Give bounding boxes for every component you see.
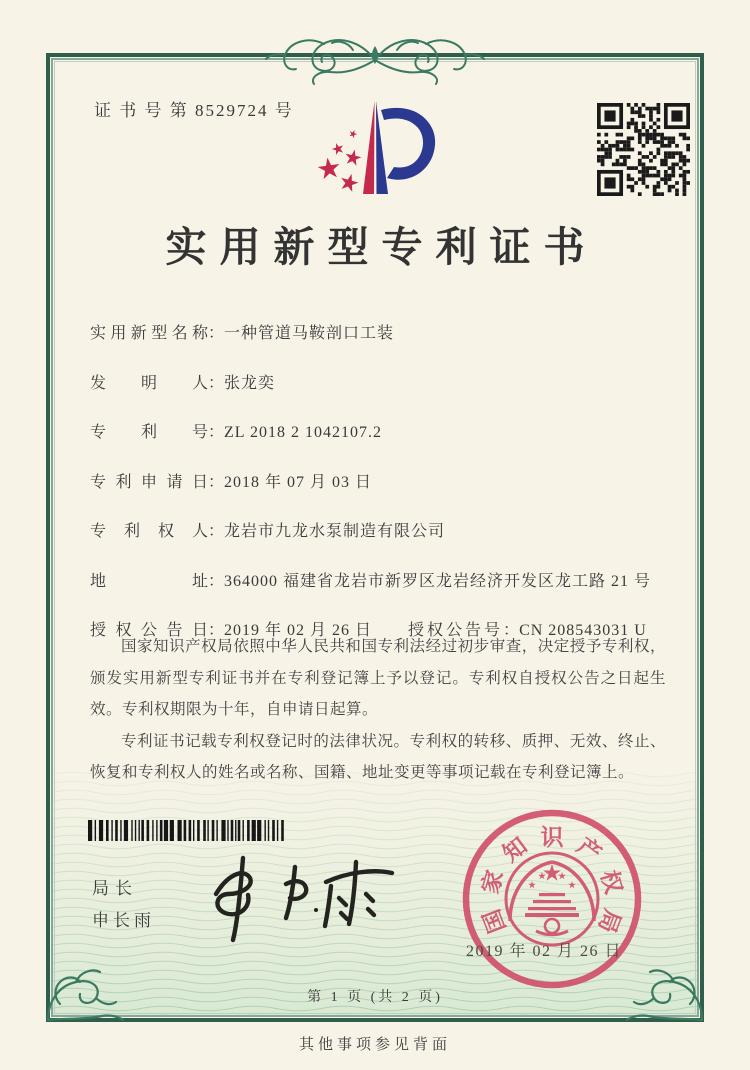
certificate-number: 证 书 号 第 8529724 号: [94, 101, 294, 120]
certificate-fields: [90, 320, 668, 667]
handwritten-signature: [198, 850, 403, 950]
field-separator: ：: [208, 473, 225, 491]
legal-paragraph-1: 国家知识产权局依照中华人民共和国专利法经过初步审查，决定授予专利权，颁发实用新型专利证书并在专利登记簿上予以登记。专利权自授权公告之日起生效。专利权期限为十年，自申请日起算。: [90, 638, 666, 718]
field-filing-date: [90, 469, 668, 492]
legal-paragraph-2: 专利证书记载专利权登记时的法律状况。专利权的转移、质押、无效、终止、恢复和专利权人的姓名或名称、国籍、地址变更等事项记载在专利登记簿上。: [90, 732, 666, 781]
field-label: 实用新型名称: [90, 325, 208, 342]
field-label: 专利申请日: [90, 473, 208, 491]
field-label: 授权公告号: [408, 622, 504, 639]
field-utility-model-name: [90, 320, 668, 343]
field-label: 发明人: [90, 374, 208, 392]
field-separator: ：: [208, 523, 225, 540]
field-address: [90, 568, 668, 591]
barcode: [88, 820, 284, 841]
field-separator: ：: [208, 622, 225, 639]
field-value: 2018 年 07 月 03 日: [224, 473, 373, 491]
svg-text:识: 识: [540, 825, 564, 850]
legal-text: [90, 631, 666, 789]
page-indicator: 第 1 页 (共 2 页): [307, 990, 443, 1005]
official-seal: [459, 806, 645, 992]
svg-text:产: 产: [572, 832, 606, 867]
field-separator: ：: [208, 572, 225, 590]
seal-date: 2019 年 02 月 26 日: [466, 943, 623, 960]
field-value: ZL 2018 2 1042107.2: [224, 424, 382, 441]
field-separator: ：: [503, 622, 520, 639]
commissioner-title: 局长: [92, 879, 138, 898]
field-label: 专利号: [90, 424, 208, 441]
svg-text:国: 国: [478, 905, 511, 937]
field-value: 龙岩市九龙水泵制造有限公司: [224, 523, 446, 540]
back-side-note: 其他事项参见背面: [298, 1037, 451, 1053]
certificate-title: 实用新型专利证书: [165, 224, 598, 270]
svg-text:知: 知: [498, 832, 532, 867]
top-flourish-ornament-icon: [258, 28, 492, 90]
field-patentee: [90, 518, 668, 541]
field-separator: ：: [208, 325, 225, 342]
field-patent-number: [90, 419, 668, 442]
field-value: 364000 福建省龙岩市新罗区龙岩经济开发区龙工路 21 号: [224, 572, 652, 590]
field-value: 2019 年 02 月 26 日: [224, 622, 373, 639]
field-separator: ：: [208, 424, 225, 441]
field-value: CN 208543031 U: [519, 622, 647, 639]
field-value: 一种管道马鞍剖口工装: [224, 325, 395, 342]
field-label: 地址: [90, 572, 208, 590]
field-label: 授权公告日: [90, 622, 208, 639]
svg-text:家: 家: [477, 867, 509, 897]
qr-code: [597, 103, 690, 196]
cnipa-patent-logo-icon: [303, 97, 447, 199]
svg-text:局: 局: [593, 905, 626, 937]
commissioner-name: 申长雨: [92, 911, 155, 930]
svg-text:权: 权: [595, 867, 627, 897]
field-separator: ：: [208, 374, 225, 392]
field-inventor: [90, 370, 668, 393]
field-value: 张龙奕: [224, 374, 276, 392]
field-label: 专利权人: [90, 523, 208, 540]
